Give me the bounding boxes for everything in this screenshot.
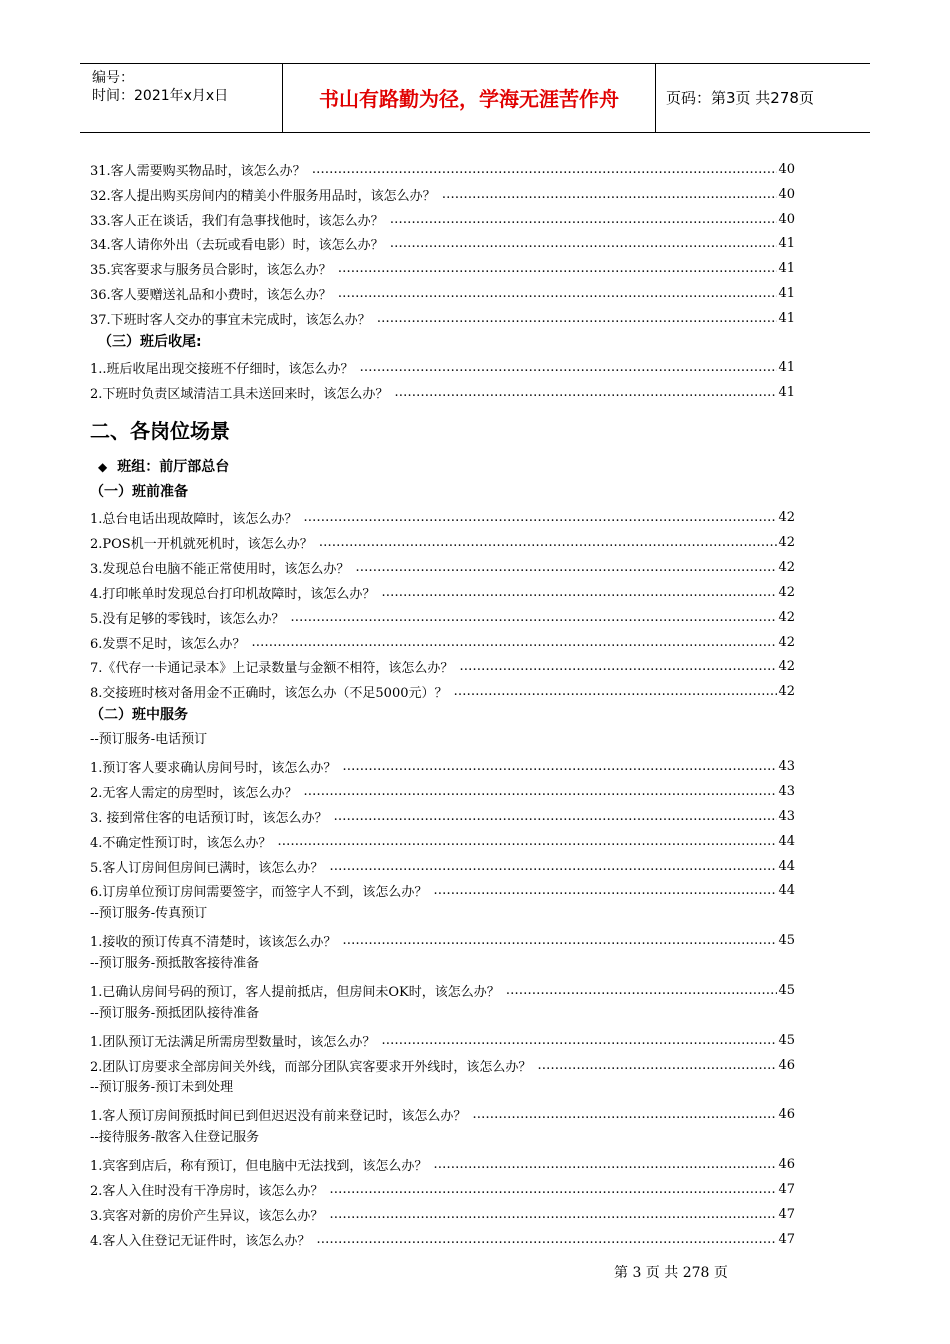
toc-entry-text: 36.客人要赠送礼品和小费时，该怎么办？: [90, 287, 332, 303]
toc-page-number: 42: [778, 559, 795, 575]
toc-line[interactable]: [90, 879, 795, 901]
toc-page-number: 43: [778, 808, 795, 824]
toc-line[interactable]: [90, 531, 795, 553]
toc-entry-text: 1.宾客到店后，称有预订，但电脑中无法找到，该怎么办？: [90, 1158, 428, 1174]
toc-line[interactable]: [90, 1178, 795, 1200]
toc-dot-leader: [277, 834, 777, 849]
toc-line[interactable]: [90, 979, 795, 1001]
toc-entry-text: 6.订房单位预订房间需要签字，而签字人不到，该怎么办？: [90, 884, 428, 900]
toc-entry-text: 5.客人订房间但房间已满时，该怎么办？: [90, 860, 324, 876]
section-title: 二、各岗位场景: [90, 419, 230, 443]
toc-page-number: 42: [778, 534, 795, 550]
toc-dot-leader: [316, 1232, 777, 1247]
toc-dot-leader: [472, 1107, 777, 1122]
toc-dot-leader: [329, 1182, 777, 1197]
toc-dot-leader: [377, 311, 778, 326]
toc-entry-text: 2.下班时负责区域清洁工具未送回来时，该怎么办？: [90, 386, 389, 402]
header-code-label: 编号：: [92, 70, 134, 86]
toc-dot-leader: [338, 286, 778, 301]
page-footer: 第 3 页 共 278 页: [614, 1265, 728, 1281]
toc-line[interactable]: [90, 830, 795, 852]
header-right-cell: [656, 64, 870, 132]
toc-page-number: 43: [778, 783, 795, 799]
after-shift-heading: （三）班后收尾:: [98, 334, 202, 350]
page-header: [80, 63, 870, 133]
toc-entry-text: 1.总台电话出现故障时，该怎么办？: [90, 511, 298, 527]
toc-page-number: 41: [778, 384, 795, 400]
toc-entry-text: 1.团队预订无法满足所需房型数量时，该怎么办？: [90, 1034, 376, 1050]
toc-dot-leader: [251, 635, 777, 650]
toc-entry-text: 31.客人需要购买物品时，该怎么办？: [90, 163, 306, 179]
toc-line[interactable]: [90, 282, 795, 304]
subsection-label: --预订服务-预抵团队接待准备: [90, 1006, 260, 1021]
toc-page-number: 47: [778, 1206, 795, 1222]
toc-page-number: 41: [778, 285, 795, 301]
toc-page-number: 41: [778, 235, 795, 251]
header-middle-cell: [282, 64, 656, 132]
toc-entry-text: 34.客人请你外出（去玩或看电影）时，该怎么办？: [90, 237, 384, 253]
toc-page-number: 43: [778, 758, 795, 774]
toc-page-number: 47: [778, 1231, 795, 1247]
toc-line[interactable]: [90, 183, 795, 205]
subsection-label: --接待服务-散客入住登记服务: [90, 1130, 260, 1145]
toc-line[interactable]: [90, 1153, 795, 1175]
toc-dot-leader: [329, 1207, 777, 1222]
toc-dot-leader: [360, 360, 778, 375]
header-time-label: 时间：2021年x月x日: [92, 88, 229, 104]
toc-page-number: 42: [778, 509, 795, 525]
toc-dot-leader: [394, 385, 777, 400]
toc-dot-leader: [506, 983, 778, 998]
toc-page-number: 40: [778, 211, 795, 227]
toc-dot-leader: [537, 1058, 777, 1073]
toc-page-number: 42: [778, 683, 795, 699]
toc-entry-text: 4.打印帐单时发现总台打印机故障时，该怎么办？: [90, 586, 376, 602]
toc-page-number: 47: [778, 1181, 795, 1197]
toc-line[interactable]: [90, 1103, 795, 1125]
toc-line[interactable]: [90, 755, 795, 777]
toc-entry-text: 1.已确认房间号码的预订，客人提前抵店，但房间未OK时，该怎么办？: [90, 984, 500, 1000]
toc-line[interactable]: [90, 855, 795, 877]
pre-shift-heading: （一）班前准备: [90, 484, 188, 500]
toc-entry-text: 1.客人预订房间预抵时间已到但迟迟没有前来登记时，该怎么办？: [90, 1108, 467, 1124]
toc-dot-leader: [381, 585, 777, 600]
toc-page-number: 42: [778, 584, 795, 600]
toc-line[interactable]: [90, 232, 795, 254]
toc-entry-text: 2.无客人需定的房型时，该怎么办？: [90, 785, 298, 801]
toc-page-number: 40: [778, 161, 795, 177]
toc-entry-text: 2.POS机一开机就死机时，该怎么办？: [90, 536, 313, 552]
toc-dot-leader: [390, 236, 778, 251]
header-page-label: 页码：第3页 共278页: [666, 89, 814, 107]
toc-line[interactable]: [90, 356, 795, 378]
toc-line[interactable]: [90, 208, 795, 230]
toc-entry-text: 8.交接班时核对备用金不正确时，该怎么办（不足5000元）？: [90, 685, 448, 701]
toc-line[interactable]: [90, 158, 795, 180]
subsection-label: --预订服务-传真预订: [90, 906, 208, 921]
toc-dot-leader: [381, 1033, 777, 1048]
toc-dot-leader: [303, 510, 777, 525]
mid-shift-heading: （二）班中服务: [90, 707, 188, 723]
toc-line[interactable]: [90, 1054, 795, 1076]
toc-page-number: 40: [778, 186, 795, 202]
header-motto: 书山有路勤为径，学海无涯苦作舟: [319, 87, 619, 111]
toc-entry-text: 3.宾客对新的房价产生异议，该怎么办？: [90, 1208, 324, 1224]
subsection-label: --预订服务-预抵散客接待准备: [90, 956, 260, 971]
toc-line[interactable]: [90, 780, 795, 802]
toc-dot-leader: [303, 784, 777, 799]
group-heading: [98, 457, 229, 477]
toc-entry-text: 5.没有足够的零钱时，该怎么办？: [90, 611, 285, 627]
toc-page-number: 45: [778, 932, 795, 948]
toc-entry-text: 6.发票不足时，该怎么办？: [90, 636, 246, 652]
toc-entry-text: 32.客人提出购买房间内的精美小件服务用品时，该怎么办？: [90, 188, 436, 204]
toc-dot-leader: [334, 809, 778, 824]
toc-dot-leader: [433, 883, 777, 898]
toc-entry-text: 33.客人正在谈话，我们有急事找他时，该怎么办？: [90, 213, 384, 229]
toc-line[interactable]: [90, 606, 795, 628]
toc-entry-text: 4.不确定性预订时，该怎么办？: [90, 835, 272, 851]
toc-dot-leader: [312, 162, 778, 177]
toc-dot-leader: [442, 187, 778, 202]
toc-entry-text: 4.客人入住登记无证件时，该怎么办？: [90, 1233, 311, 1249]
toc-line[interactable]: [90, 680, 795, 702]
toc-entry-text: 3. 接到常住客的电话预订时，该怎么办？: [90, 810, 328, 826]
toc-page-number: 44: [778, 882, 795, 898]
toc-dot-leader: [342, 759, 777, 774]
toc-line[interactable]: [90, 307, 795, 329]
toc-entry-text: 2.客人入住时没有干净房时，该怎么办？: [90, 1183, 324, 1199]
toc-dot-leader: [329, 859, 777, 874]
toc-page-number: 45: [778, 982, 795, 998]
toc-page-number: 42: [778, 609, 795, 625]
toc-page-number: 46: [778, 1156, 795, 1172]
toc-line[interactable]: [90, 1029, 795, 1051]
toc-dot-leader: [290, 610, 777, 625]
toc-page-number: 44: [778, 858, 795, 874]
toc-page-number: 44: [778, 833, 795, 849]
toc-entry-text: 1.预订客人要求确认房间号时，该怎么办？: [90, 760, 337, 776]
toc-line[interactable]: [90, 655, 795, 677]
diamond-bullet-icon: ◆: [98, 460, 108, 474]
toc-line[interactable]: [90, 257, 795, 279]
group-label: 班组：前厅部总台: [117, 459, 230, 475]
toc-page-number: 41: [778, 359, 795, 375]
toc-dot-leader: [355, 560, 777, 575]
toc-line[interactable]: [90, 1203, 795, 1225]
toc-entry-text: 1.接收的预订传真不清楚时，该该怎么办？: [90, 934, 337, 950]
toc-page-number: 42: [778, 634, 795, 650]
toc-dot-leader: [390, 212, 778, 227]
toc-page-number: 41: [778, 260, 795, 276]
toc-page-number: 42: [778, 658, 795, 674]
subsection-label: --预订服务-电话预订: [90, 732, 208, 747]
toc-line[interactable]: [90, 581, 795, 603]
toc-page-number: 41: [778, 310, 795, 326]
toc-line[interactable]: [90, 805, 795, 827]
header-left-cell: [80, 64, 280, 132]
toc-dot-leader: [319, 535, 778, 550]
toc-entry-text: 7.《代存一卡通记录本》上记录数量与金额不相符，该怎么办？: [90, 660, 454, 676]
toc-dot-leader: [459, 659, 777, 674]
toc-line[interactable]: [90, 929, 795, 951]
toc-entry-text: 35.宾客要求与服务员合影时，该怎么办？: [90, 262, 332, 278]
subsection-label: --预订服务-预订未到处理: [90, 1080, 234, 1095]
toc-entry-text: 2.团队订房要求全部房间关外线，而部分团队宾客要求开外线时，该怎么办？: [90, 1059, 532, 1075]
toc-line[interactable]: [90, 381, 795, 403]
toc-page-number: 45: [778, 1032, 795, 1048]
toc-page-number: 46: [778, 1106, 795, 1122]
toc-line[interactable]: [90, 556, 795, 578]
toc-entry-text: 37.下班时客人交办的事宜未完成时，该怎么办？: [90, 312, 371, 328]
toc-dot-leader: [433, 1157, 777, 1172]
toc-entry-text: 3.发现总台电脑不能正常使用时，该怎么办？: [90, 561, 350, 577]
toc-line[interactable]: [90, 506, 795, 528]
toc-entry-text: 1..班后收尾出现交接班不仔细时，该怎么办？: [90, 361, 354, 377]
toc-dot-leader: [454, 684, 778, 699]
toc-line[interactable]: [90, 631, 795, 653]
toc-line[interactable]: [90, 1228, 795, 1250]
toc-dot-leader: [342, 933, 777, 948]
toc-dot-leader: [338, 261, 778, 276]
toc-page-number: 46: [778, 1057, 795, 1073]
